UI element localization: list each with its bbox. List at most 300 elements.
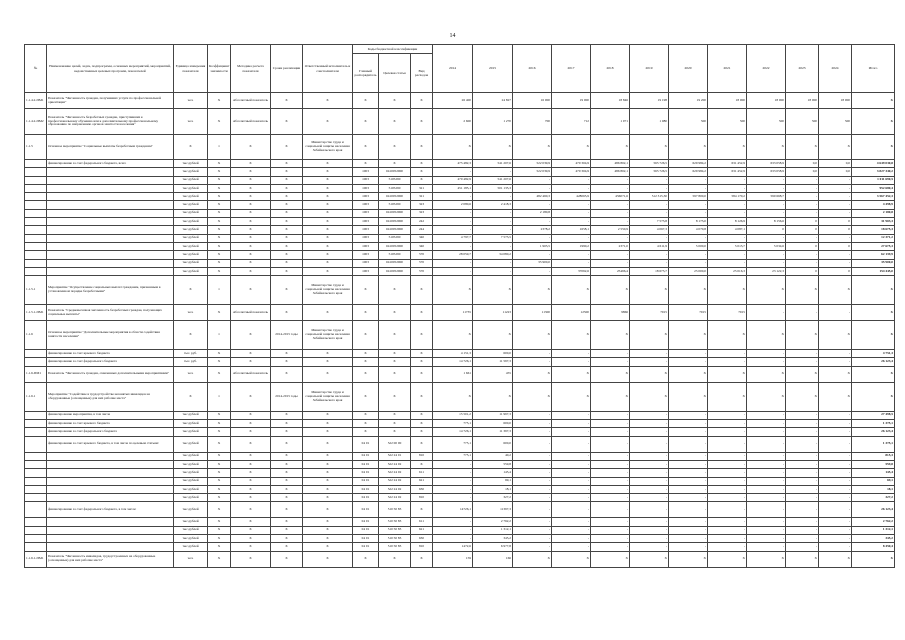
row-year-value: - bbox=[630, 543, 669, 551]
row-total: 327,2 bbox=[852, 494, 895, 502]
row-exp: 340 bbox=[411, 242, 433, 250]
row-year-value: - bbox=[552, 543, 591, 551]
row-number bbox=[25, 535, 47, 543]
row-year-value: - bbox=[786, 305, 819, 321]
row-year-value: 25 016,3 bbox=[708, 267, 747, 275]
row-total: 27 675,3 bbox=[852, 242, 895, 250]
row-year-value: 633 058,9 bbox=[747, 160, 786, 168]
row-year-value: - bbox=[708, 518, 747, 526]
row-year-value: 1990,2 bbox=[552, 242, 591, 250]
page-number: 14 bbox=[449, 33, 456, 39]
row-year-value: 18 673,7 bbox=[630, 267, 669, 275]
row-year-value: - bbox=[513, 350, 552, 358]
row-number bbox=[25, 518, 47, 526]
row-method: Х bbox=[231, 321, 271, 350]
row-grbs: Х bbox=[353, 93, 379, 109]
row-year-value: - bbox=[630, 502, 669, 518]
row-target: Х bbox=[379, 276, 411, 305]
row-year-value: - bbox=[630, 535, 669, 543]
row-year-value: - bbox=[552, 218, 591, 226]
row-name bbox=[47, 201, 174, 209]
row-method: Х bbox=[231, 184, 271, 192]
row-year-value: - bbox=[630, 358, 669, 366]
row-year-value: 7915 bbox=[708, 305, 747, 321]
row-year-value: - bbox=[669, 420, 708, 428]
row-year-value: 4 070,8 bbox=[669, 226, 708, 234]
row-year-value: 145,4 bbox=[473, 469, 513, 477]
row-year-value: 15 501,2 bbox=[433, 411, 473, 419]
row-coef: 1 bbox=[208, 321, 231, 350]
row-year-value: 19 200 bbox=[669, 93, 708, 109]
row-year-value: - bbox=[552, 535, 591, 543]
row-method: Х bbox=[231, 267, 271, 275]
row-year-value: Х bbox=[747, 276, 786, 305]
row-responsible: Х bbox=[303, 366, 353, 382]
header-exp: Вид расходов bbox=[411, 54, 433, 93]
row-unit: тыс.рублей bbox=[174, 160, 208, 168]
row-year-value: 166 bbox=[473, 551, 513, 567]
row-year-value: - bbox=[473, 226, 513, 234]
header-year: 2016 bbox=[513, 45, 552, 93]
row-responsible: Х bbox=[303, 184, 353, 192]
row-unit: тыс.рублей bbox=[174, 184, 208, 192]
row-year-value: - bbox=[669, 411, 708, 419]
row-year-value: - bbox=[786, 209, 819, 217]
row-year-value: - bbox=[513, 502, 552, 518]
row-total: Х bbox=[852, 551, 895, 567]
row-grbs: Х bbox=[353, 366, 379, 382]
row-target: 522 24 02 bbox=[379, 469, 411, 477]
row-year-value: - bbox=[630, 251, 669, 259]
row-year-value: - bbox=[786, 259, 819, 267]
row-year-value: 559,8 bbox=[473, 460, 513, 468]
row-target: 0410052900 bbox=[379, 259, 411, 267]
row-year-value: 0,0 bbox=[786, 160, 819, 168]
table-row bbox=[25, 382, 895, 411]
row-year-value: - bbox=[786, 411, 819, 419]
row-term: Х bbox=[271, 494, 303, 502]
row-total: 1 375,1 bbox=[852, 420, 895, 428]
row-coef: Х bbox=[208, 184, 231, 192]
row-year-value: - bbox=[433, 209, 473, 217]
row-year-value: - bbox=[513, 411, 552, 419]
row-number bbox=[25, 469, 47, 477]
row-term: Х bbox=[271, 543, 303, 551]
row-year-value: 500 bbox=[669, 109, 708, 135]
row-unit: Х bbox=[174, 276, 208, 305]
row-name bbox=[47, 518, 174, 526]
header-unit: Единица измерения показателя bbox=[174, 45, 208, 93]
row-number bbox=[25, 502, 47, 518]
row-year-value: 1 903,5 bbox=[513, 242, 552, 250]
row-year-value: - bbox=[747, 428, 786, 436]
row-year-value: - bbox=[591, 358, 630, 366]
row-year-value: 512 315,30 bbox=[630, 193, 669, 201]
row-year-value: - bbox=[708, 494, 747, 502]
row-grbs: Х bbox=[353, 382, 379, 411]
header-total: Итого bbox=[852, 45, 895, 93]
row-method: Х bbox=[231, 535, 271, 543]
row-year-value: Х bbox=[552, 321, 591, 350]
row-method: Абсолютный показатель bbox=[231, 109, 271, 135]
row-term: Х bbox=[271, 452, 303, 460]
row-name bbox=[47, 477, 174, 485]
row-coef: Х bbox=[208, 460, 231, 468]
row-year-value: - bbox=[591, 526, 630, 534]
row-method: Х bbox=[231, 551, 271, 567]
row-grbs: 1003 bbox=[353, 193, 379, 201]
row-year-value: - bbox=[669, 469, 708, 477]
row-name: Основное мероприятие "Дополнительные мероприятия в области содействия занятости населения" bbox=[47, 321, 174, 350]
row-year-value: - bbox=[552, 176, 591, 184]
row-year-value: 541 207,6 bbox=[473, 176, 513, 184]
row-term: 2014-2015 годы bbox=[271, 321, 303, 350]
row-year-value: - bbox=[591, 436, 630, 452]
table-row bbox=[25, 350, 895, 358]
row-year-value: - bbox=[433, 469, 473, 477]
row-year-value: 25 000,0 bbox=[669, 267, 708, 275]
table-row bbox=[25, 267, 895, 275]
row-year-value: - bbox=[747, 502, 786, 518]
row-year-value: Х bbox=[591, 276, 630, 305]
row-year-value: - bbox=[513, 518, 552, 526]
row-year-value: 455 bbox=[473, 366, 513, 382]
row-exp: Х bbox=[411, 358, 433, 366]
row-coef: Х bbox=[208, 411, 231, 419]
row-year-value: - bbox=[669, 176, 708, 184]
row-year-value: - bbox=[591, 477, 630, 485]
row-grbs: 04 01 bbox=[353, 535, 379, 543]
row-year-value: - bbox=[591, 428, 630, 436]
row-grbs: Х bbox=[353, 321, 379, 350]
row-exp: Х bbox=[411, 420, 433, 428]
row-coef: Х bbox=[208, 452, 231, 460]
row-term: Х bbox=[271, 502, 303, 518]
row-year-value: 475 482,3 bbox=[433, 160, 473, 168]
row-year-value: - bbox=[552, 420, 591, 428]
row-grbs: 04 01 bbox=[353, 494, 379, 502]
row-year-value: - bbox=[630, 436, 669, 452]
row-year-value: - bbox=[747, 526, 786, 534]
row-year-value: 9866 bbox=[591, 305, 630, 321]
row-unit: тыс.рублей bbox=[174, 411, 208, 419]
row-year-value: - bbox=[708, 428, 747, 436]
header-year: 2023 bbox=[786, 45, 819, 93]
row-year-value: 6 977,8 bbox=[473, 543, 513, 551]
row-year-value: 0 bbox=[786, 218, 819, 226]
row-method: Х bbox=[231, 494, 271, 502]
row-year-value: Х bbox=[552, 551, 591, 567]
row-responsible: Х bbox=[303, 420, 353, 428]
row-grbs: 1003 bbox=[353, 176, 379, 184]
row-year-value: 500 bbox=[747, 109, 786, 135]
row-method: Х bbox=[231, 411, 271, 419]
row-target: Х bbox=[379, 93, 411, 109]
row-year-value: - bbox=[708, 452, 747, 460]
table-row bbox=[25, 485, 895, 493]
row-year-value: 8 156,6 bbox=[747, 218, 786, 226]
row-responsible: Х bbox=[303, 535, 353, 543]
row-responsible: Х bbox=[303, 226, 353, 234]
row-number bbox=[25, 176, 47, 184]
row-year-value: 5 000,0 bbox=[669, 242, 708, 250]
row-year-value: - bbox=[513, 535, 552, 543]
row-name: Показатель "Численность безработных граждан, приступивших к профессиональному обучению или к дополнительному профессиональному образованию по направлению органов занятости населения" bbox=[47, 109, 174, 135]
row-target: Х bbox=[379, 366, 411, 382]
row-name bbox=[47, 526, 174, 534]
row-responsible: Х bbox=[303, 193, 353, 201]
row-year-value: 541 207,6 bbox=[473, 160, 513, 168]
row-year-value: Х bbox=[591, 366, 630, 382]
row-responsible: Х bbox=[303, 518, 353, 526]
row-year-value: 23 122,3 bbox=[747, 267, 786, 275]
row-year-value: - bbox=[786, 485, 819, 493]
row-year-value: 2 080,6 bbox=[433, 201, 473, 209]
row-year-value: 1 312,1 bbox=[473, 526, 513, 534]
row-year-value: - bbox=[819, 411, 852, 419]
row-grbs: 04 01 bbox=[353, 502, 379, 518]
row-method: Х bbox=[231, 176, 271, 184]
row-year-value: Х bbox=[669, 551, 708, 567]
row-unit: тыс.рублей bbox=[174, 259, 208, 267]
row-grbs: 1003 bbox=[353, 267, 379, 275]
row-year-value: - bbox=[433, 477, 473, 485]
row-year-value: - bbox=[786, 494, 819, 502]
row-year-value: - bbox=[630, 420, 669, 428]
row-responsible: Х bbox=[303, 168, 353, 176]
table-row bbox=[25, 184, 895, 192]
row-unit: тыс.рублей bbox=[174, 477, 208, 485]
row-method: Х bbox=[231, 226, 271, 234]
row-year-value: 11300 bbox=[513, 305, 552, 321]
table-row bbox=[25, 168, 895, 176]
header-target: Целевая статья bbox=[379, 54, 411, 93]
row-year-value: Х bbox=[669, 321, 708, 350]
row-coef: Х bbox=[208, 535, 231, 543]
row-year-value: 0,0 bbox=[786, 168, 819, 176]
row-responsible: Х bbox=[303, 551, 353, 567]
row-total: 35 900,0 bbox=[852, 259, 895, 267]
row-unit: Х bbox=[174, 321, 208, 350]
row-unit: тыс.рублей bbox=[174, 428, 208, 436]
row-year-value: - bbox=[786, 535, 819, 543]
row-year-value: Х bbox=[591, 321, 630, 350]
row-year-value: - bbox=[747, 350, 786, 358]
row-grbs: 04 01 bbox=[353, 436, 379, 452]
row-responsible: Х bbox=[303, 267, 353, 275]
row-method: Х bbox=[231, 382, 271, 411]
table-row bbox=[25, 411, 895, 419]
row-exp: 621 bbox=[411, 526, 433, 534]
row-year-value: 18 000 bbox=[747, 93, 786, 109]
row-term: Х bbox=[271, 251, 303, 259]
row-unit: тыс.рублей bbox=[174, 193, 208, 201]
row-exp: 242 bbox=[411, 218, 433, 226]
table-row bbox=[25, 176, 895, 184]
row-exp: Х bbox=[411, 411, 433, 419]
row-name bbox=[47, 535, 174, 543]
row-method: Х bbox=[231, 135, 271, 160]
row-year-value: - bbox=[819, 535, 852, 543]
row-year-value: 5 034,6 bbox=[747, 242, 786, 250]
table-row bbox=[25, 518, 895, 526]
row-unit: тыс.рублей bbox=[174, 485, 208, 493]
row-term: Х bbox=[271, 469, 303, 477]
row-year-value: - bbox=[630, 259, 669, 267]
row-total: 2 180,8 bbox=[852, 209, 895, 217]
row-total: Х bbox=[852, 276, 895, 305]
row-year-value: 712 bbox=[552, 109, 591, 135]
row-target: 510 50 83 bbox=[379, 535, 411, 543]
row-coef: Х bbox=[208, 543, 231, 551]
row-year-value: 600,0 bbox=[473, 420, 513, 428]
row-year-value: - bbox=[513, 485, 552, 493]
row-year-value: - bbox=[747, 543, 786, 551]
row-year-value: - bbox=[552, 460, 591, 468]
row-target: Х bbox=[379, 411, 411, 419]
row-target: Х bbox=[379, 160, 411, 168]
row-year-value: - bbox=[630, 234, 669, 242]
row-coef: Х bbox=[208, 502, 231, 518]
row-year-value: - bbox=[819, 251, 852, 259]
row-year-value: - bbox=[513, 176, 552, 184]
row-year-value: Х bbox=[630, 551, 669, 567]
row-term: Х bbox=[271, 242, 303, 250]
row-year-value: - bbox=[669, 350, 708, 358]
row-grbs: 04 01 bbox=[353, 526, 379, 534]
table-row bbox=[25, 201, 895, 209]
row-total: 8 450,4 bbox=[852, 543, 895, 551]
row-year-value: - bbox=[747, 420, 786, 428]
table-row bbox=[25, 526, 895, 534]
row-year-value: - bbox=[708, 234, 747, 242]
row-year-value: - bbox=[819, 193, 852, 201]
row-year-value: 14 726,1 bbox=[433, 358, 473, 366]
row-year-value: 25496,4 bbox=[591, 267, 630, 275]
table-body bbox=[25, 93, 895, 568]
table-row bbox=[25, 160, 895, 168]
row-year-value: - bbox=[786, 420, 819, 428]
row-year-value: - bbox=[591, 460, 630, 468]
row-year-value: - bbox=[747, 518, 786, 526]
row-term: Х bbox=[271, 411, 303, 419]
row-year-value: 584 170,2 bbox=[708, 193, 747, 201]
row-number: 1.1.6.1 bbox=[25, 382, 47, 411]
row-coef: Х bbox=[208, 469, 231, 477]
row-year-value: - bbox=[669, 259, 708, 267]
row-year-value: - bbox=[552, 526, 591, 534]
row-year-value: - bbox=[591, 535, 630, 543]
row-term: Х bbox=[271, 366, 303, 382]
row-year-value: 629 984,2 bbox=[669, 168, 708, 176]
row-name bbox=[47, 218, 174, 226]
row-year-value: - bbox=[747, 477, 786, 485]
row-year-value: - bbox=[669, 358, 708, 366]
row-term: Х bbox=[271, 477, 303, 485]
row-responsible: Министерство труда и социальной защиты населения Забайкальского края bbox=[303, 135, 353, 160]
row-number: 1.1.6 bbox=[25, 321, 47, 350]
row-year-value: - bbox=[669, 452, 708, 460]
row-year-value: - bbox=[591, 485, 630, 493]
row-year-value: - bbox=[669, 543, 708, 551]
row-year-value: - bbox=[552, 234, 591, 242]
row-year-value: 0 bbox=[786, 242, 819, 250]
row-name bbox=[47, 494, 174, 502]
row-number bbox=[25, 494, 47, 502]
row-exp: Х bbox=[411, 460, 433, 468]
row-responsible: Х bbox=[303, 109, 353, 135]
row-year-value: - bbox=[708, 259, 747, 267]
row-responsible: Х bbox=[303, 502, 353, 518]
row-year-value: - bbox=[630, 477, 669, 485]
row-term: Х bbox=[271, 176, 303, 184]
row-year-value: - bbox=[591, 259, 630, 267]
row-year-value: 2 418,3 bbox=[473, 201, 513, 209]
row-year-value: 1472,6 bbox=[433, 543, 473, 551]
row-year-value: - bbox=[747, 494, 786, 502]
row-exp: 570 bbox=[411, 251, 433, 259]
row-exp: 611 bbox=[411, 469, 433, 477]
table-row bbox=[25, 251, 895, 259]
row-year-value: Х bbox=[669, 366, 708, 382]
row-number: 1.1.6.1-ПМ1 bbox=[25, 551, 47, 567]
row-year-value: - bbox=[630, 469, 669, 477]
row-target: 522 24 02 bbox=[379, 485, 411, 493]
row-unit: тыс.рублей bbox=[174, 469, 208, 477]
row-year-value: Х bbox=[513, 551, 552, 567]
row-year-value: - bbox=[552, 494, 591, 502]
row-coef: Х bbox=[208, 428, 231, 436]
row-grbs: Х bbox=[353, 305, 379, 321]
row-year-value: - bbox=[708, 350, 747, 358]
row-exp: 570 bbox=[411, 267, 433, 275]
row-year-value: - bbox=[513, 234, 552, 242]
row-year-value: 590 668,7 bbox=[747, 193, 786, 201]
row-year-value: - bbox=[591, 502, 630, 518]
row-year-value: 5 013,7 bbox=[708, 242, 747, 250]
row-method: Х bbox=[231, 350, 271, 358]
row-grbs: 04 01 bbox=[353, 518, 379, 526]
row-year-value: - bbox=[819, 259, 852, 267]
row-unit: тыс.рублей bbox=[174, 436, 208, 452]
row-year-value: - bbox=[786, 526, 819, 534]
row-year-value: - bbox=[747, 251, 786, 259]
row-year-value: - bbox=[630, 428, 669, 436]
row-year-value: Х bbox=[591, 135, 630, 160]
row-year-value: - bbox=[819, 176, 852, 184]
table-row bbox=[25, 93, 895, 109]
table-row bbox=[25, 452, 895, 460]
header-year: 2019 bbox=[630, 45, 669, 93]
row-coef: Х bbox=[208, 218, 231, 226]
row-number: 1.1.5.1 bbox=[25, 276, 47, 305]
row-name: финансирование мероприятия, в том числе bbox=[47, 411, 174, 419]
row-year-value: 37092,6 bbox=[552, 267, 591, 275]
row-unit: тыс.рублей bbox=[174, 460, 208, 468]
row-year-value: - bbox=[473, 193, 513, 201]
row-target: 0410052900 bbox=[379, 168, 411, 176]
row-year-value: - bbox=[591, 411, 630, 419]
row-total: 31 903,3 bbox=[852, 218, 895, 226]
row-year-value: - bbox=[669, 526, 708, 534]
row-year-value: - bbox=[591, 184, 630, 192]
row-year-value: - bbox=[552, 436, 591, 452]
row-total: Х bbox=[852, 135, 895, 160]
row-coef: Х bbox=[208, 242, 231, 250]
row-term: Х bbox=[271, 305, 303, 321]
row-year-value: 2 550,9 bbox=[591, 226, 630, 234]
header-budget-codes: Коды бюджетной классификации bbox=[353, 45, 433, 54]
